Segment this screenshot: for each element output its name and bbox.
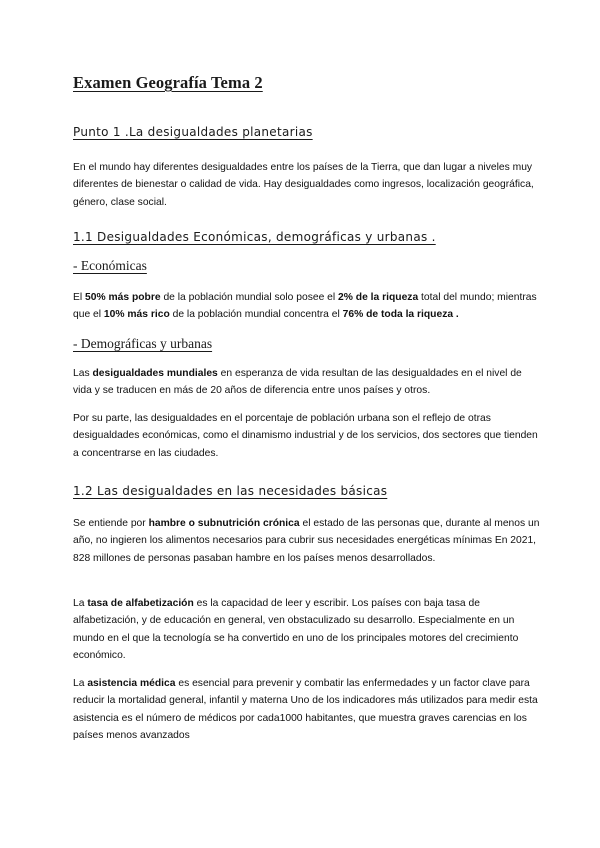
text-run: de la población mundial solo posee el <box>160 292 339 303</box>
text-run: es esencial para prevenir y combatir las enfermedades y un factor clave para reducir la mortalidad general, infantil y materna Uno de los indicadores más utilizados para medir esta asistencia es el número de médicos por cada1000 habitantes, que muestra graves carencias en los países menos avanzados <box>73 678 538 741</box>
text-run: Las <box>73 368 93 379</box>
intro-paragraph: En el mundo hay diferentes desigualdades entre los países de la Tierra, que dan lugar a niveles muy diferentes de bienestar o calidad de vida. Hay desigualdades como ingresos, localización geográfica, género, clase social. <box>73 162 534 208</box>
text-run: total del mundo; mientras que el <box>73 292 537 321</box>
subheading-economicas: - Económicas <box>73 258 147 273</box>
bold-run: 50% más pobre <box>85 292 161 303</box>
bold-run: 76% de toda la riqueza . <box>342 309 459 321</box>
bold-run: asistencia médica <box>87 678 176 689</box>
text-run: de la población mundial concentra el <box>169 309 343 321</box>
text-run: La <box>73 678 88 689</box>
bold-run: 10% más rico <box>103 309 170 321</box>
text-run: Se entiende por <box>73 518 149 529</box>
document-title: Examen Geografía Tema 2 <box>73 73 263 92</box>
demograficas-paragraph-1 <box>73 365 541 400</box>
bold-run: desigualdades mundiales <box>92 368 218 379</box>
bold-run: 2% de la riqueza <box>338 292 419 303</box>
asistencia-paragraph <box>73 675 541 744</box>
subheading-demograficas: - Demográficas y urbanas <box>73 336 213 351</box>
section-heading-1-1: 1.1 Desigualdades Económicas, demográficas y urbanas . <box>73 229 436 244</box>
hambre-paragraph <box>73 515 541 567</box>
text-run: El <box>73 292 86 303</box>
text-run: es la capacidad de leer y escribir. Los países con baja tasa de alfabetización, y de educación en general, ven obstaculizado su desarrollo. Especialmente en un mundo en el que la tecnología se ha convertido en uno de los principales motores del crecimiento económico. <box>73 598 519 661</box>
bold-run: tasa de alfabetización <box>87 598 194 609</box>
alfabetizacion-paragraph <box>73 595 541 664</box>
section-heading-1-2: 1.2 Las desigualdades en las necesidades básicas <box>73 483 388 498</box>
text-run: en esperanza de vida resultan de las desigualdades en el nivel de vida y se traducen en más de 20 años de diferencia entre unos países y otros. <box>73 368 522 397</box>
text-run: La <box>73 598 88 609</box>
economicas-paragraph <box>73 289 541 324</box>
section-heading-punto-1: Punto 1 .La desigualdades planetarias <box>73 124 313 139</box>
text-run: el estado de las personas que, durante al menos un año, no ingieren los alimentos necesarios para cubrir sus necesidades energéticas mínimas En 2021, 828 millones de personas pasaban hambre en los países menos desarrollados. <box>73 518 540 564</box>
demograficas-paragraph-2: Por su parte, las desigualdades en el porcentaje de población urbana son el reflejo de otras desigualdades económicas, como el dinamismo industrial y de los servicios, dos sectores que tienden a concentrarse en las ciudades. <box>73 413 538 459</box>
bold-run: hambre o subnutrición crónica <box>148 518 300 529</box>
